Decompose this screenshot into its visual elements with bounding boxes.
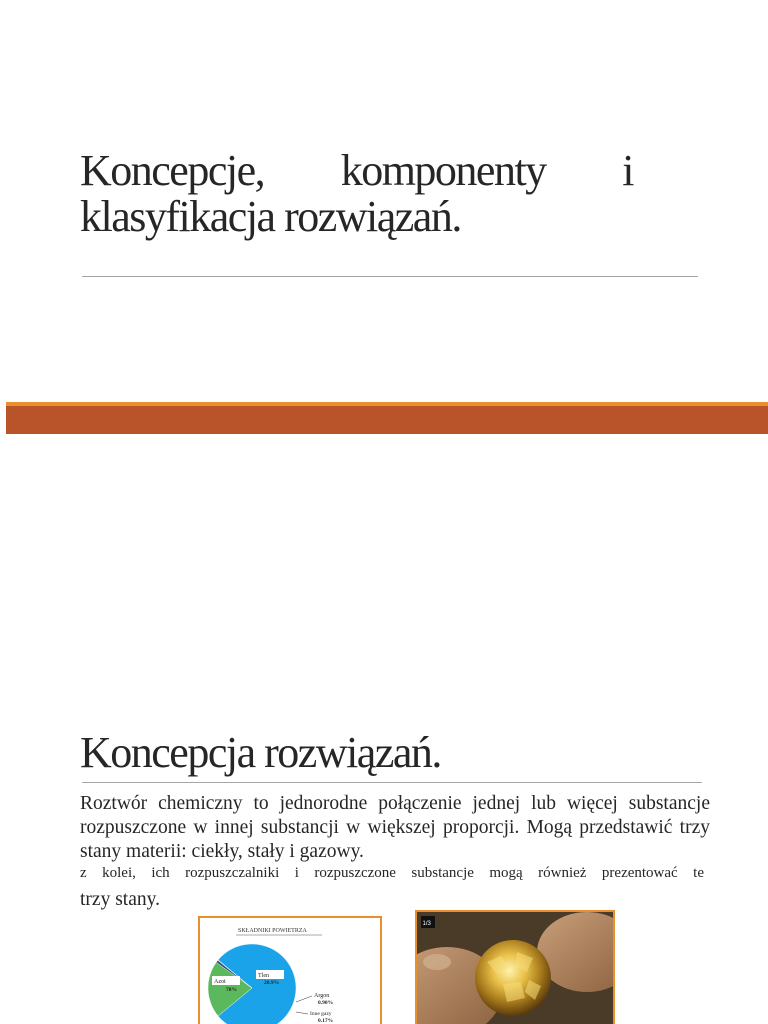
gold-ball-photo (415, 910, 615, 1024)
slide2-paragraph: Roztwór chemiczny to jednorodne połączenie jednej lub więcej substancje rozpuszczone w innej substancji w większej proporcji. Mogą przedstawić trzy stany materii: ciekły, stały i gazowy. (80, 793, 710, 862)
slide1-divider (82, 276, 698, 277)
slide1-title-word-2: komponenty (340, 146, 546, 195)
leader-line-inne (296, 1012, 308, 1014)
slice-label-inne: Inne gazy (310, 1011, 332, 1017)
slice-value-argon: 0.90% (318, 1000, 334, 1006)
slice-value-inne: 0.17% (318, 1018, 334, 1024)
slide-band (6, 406, 768, 434)
slide2-title: Koncepcja rozwiązań. (80, 728, 441, 777)
slide1-title-line1 (80, 148, 633, 194)
gold-ball-photo-svg (417, 912, 613, 1024)
photo-badge-text: 1/3 (422, 921, 431, 927)
slide1-title-line2: klasyfikacja rozwiązań. (80, 192, 461, 241)
slide1-title-word-3: i (622, 146, 633, 195)
slice-label-argon: Argon (314, 993, 330, 999)
slide1-title (80, 148, 633, 240)
slice-value-tlen: 20.9% (264, 980, 280, 986)
slice-label-tlen: Tlen (258, 973, 269, 979)
slide2-paragraph-small: z kolei, ich rozpuszczalniki i rozpuszczone substancje mogą również prezentować te (80, 865, 704, 881)
leader-line-argon (296, 996, 312, 1002)
fingernail (423, 954, 451, 970)
air-composition-chart (198, 916, 382, 1024)
slide2-divider (82, 782, 702, 783)
gold-ball (475, 940, 551, 1016)
chart-title: SKŁADNIKI POWIETRZA (238, 928, 307, 934)
slide1-title-word-1: Koncepcje, (80, 146, 265, 195)
slice-value-azot: 78% (226, 987, 237, 993)
air-composition-chart-svg (200, 918, 380, 1024)
slice-label-azot: Azot (214, 979, 226, 985)
slide2-paragraph-tail: trzy stany. (80, 889, 160, 910)
